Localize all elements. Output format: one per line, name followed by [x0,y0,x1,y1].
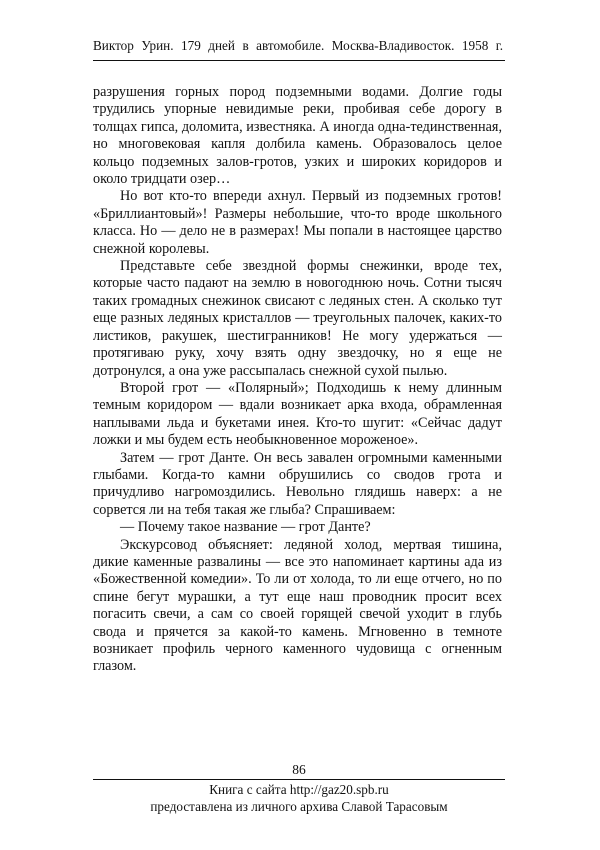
footer-source-prefix: Книга с сайта [209,782,290,797]
paragraph: — Почему такое название — грот Данте? [120,519,371,536]
footer-line-credit: предоставлена из личного архива Славой Тарасовым [150,799,448,814]
source-link[interactable]: http://gaz20.spb.ru [289,782,389,797]
body-text [93,84,502,676]
paragraph: Экскурсовод объясняет: ледяной холод, мертвая тишина, дикие каменные развалины — все это напоминает картины ада из «Божественной комедии». То ли от холода, то ли еще отчего, но по спине бегут мурашки, а тут еще наш проводник просит всех погасить свечи, а сам со своей горящей свечой уходит в глубь свода и прячется за какой-то камень. Мгновенно в темноте возникает профиль черного каменного чудовища с огненным глазом. [93,536,502,675]
footer [93,781,505,815]
paragraph: Второй грот — «Полярный»; Подходишь к нему длинным темным коридором — вдали возникает арка входа, обрамленная наплывами льда и букетами инея. Кто-то шугит: «Сейчас дадут ложки и мы будем есть необыкновенное мороженое». [93,379,502,449]
paragraph: разрушения горных пород подземными водами. Долгие годы трудились упорные невидимые реки, пробивая себе дорогу в толщах гипса, доломита, известняка. А иногда одна-тединственная, но многовековая капля долбила камень. Образовалось целое кольцо подземных залов-гротов, узких и широких коридоров и около тридцати озер… [93,84,502,188]
paragraph: Затем — грот Данте. Он весь завален огромными каменными глыбами. Когда-то камни обрушились со сводов грота и причудливо нагромоздились. Невольно глядишь наверх: а не сорвется ли на тебя такая же глыба? Спрашиваем: [93,449,502,518]
paragraph: Но вот кто-то впереди ахнул. Первый из подземных гротов! «Бриллиантовый»! Размеры небольшие, что-то вроде школьного класса. Но — дело не в размерах! Мы попали в настоящее царство снежной королевы. [93,188,502,257]
footer-line-source [93,781,505,798]
paragraph: Представьте себе звездной формы снежинки, вроде тех, которые часто падают на землю в новогоднюю ночь. Сотни тысяч таких громадных снежинок свисают с ледяных стен. А сколько тут еще разных ледяных кристаллов — треугольных палочек, каких-то листиков, ракушек, шестигранников! Не могу удержаться — протягиваю руку, хочу взять одну звездочку, но я еще не дотронулся, а она уже рассыпалась снежной сухой пылью. [93,258,502,379]
running-header: Виктор Урин. 179 дней в автомобиле. Москва-Владивосток. 1958 г. [93,38,503,53]
footer-divider [93,779,505,780]
header-divider [93,60,505,61]
page-number: 86 [292,762,306,777]
